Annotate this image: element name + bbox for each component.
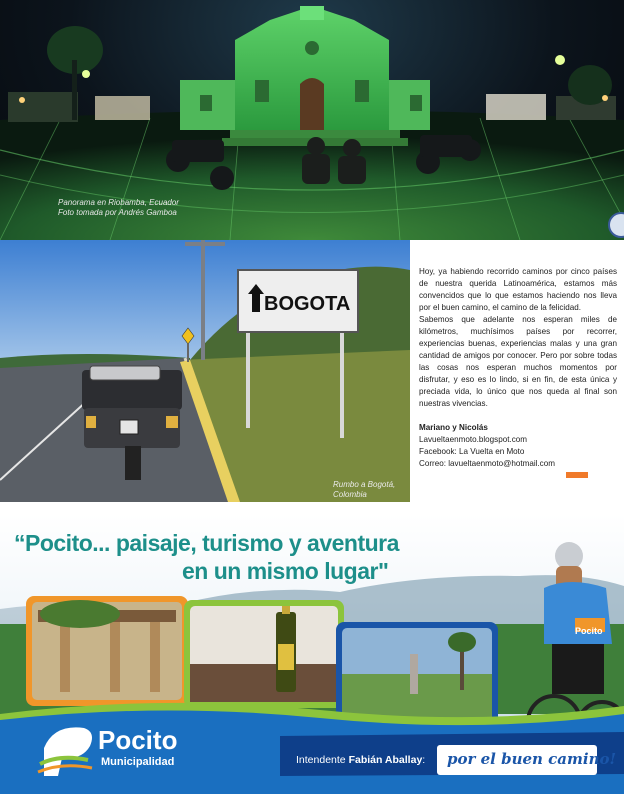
facebook-text: Facebook: La Vuelta en Moto bbox=[419, 447, 525, 456]
panorama-photo bbox=[0, 0, 624, 240]
ad-slogan-line1: “Pocito... paisaje, turismo y aventura bbox=[14, 530, 399, 556]
intendente-name: Fabián Aballay bbox=[348, 754, 423, 766]
road-photo bbox=[0, 240, 410, 502]
blog-link[interactable]: Lavueltaenmoto.blogspot.com bbox=[419, 435, 527, 444]
intendente-prefix: Intendente bbox=[296, 754, 346, 766]
pocito-logo-name: Pocito bbox=[98, 725, 178, 755]
article-paragraph-1: Hoy, ya habiendo recorrido caminos por cinco países de nuestra querida Latinoamérica, estamos más convencidos que lo que estamos haciendo nos lleva por el buen camino, el camino de la felicidad. bbox=[419, 267, 617, 312]
panorama-caption bbox=[58, 198, 179, 218]
ad-tagline: por el buen camino! bbox=[447, 750, 617, 768]
pocito-logo-subtitle: Municipalidad bbox=[101, 756, 175, 768]
panorama-caption-line2: Foto tomada por Andrés Gamboa bbox=[58, 208, 177, 217]
panorama-caption-line1: Panorama en Riobamba, Ecuador bbox=[58, 198, 179, 207]
ad-slogan-line2: en un mismo lugar" bbox=[182, 558, 389, 584]
article-paragraph-2: Sabemos que adelante nos esperan miles de kilómetros, muchísimos países por recorrer, experiencias buenas, experiencias malas y una gran cantidad de amigos por conocer. Pero por sobre todas las cosas nos esperan muchos momentos por disfrutar, y eso es lo lindo, si en fin, de esta única y preciada vida, lo único que nos queda al final son nuestras vivencias. bbox=[419, 315, 617, 408]
jersey-text: Pocito bbox=[575, 626, 603, 636]
intendente-line: Intendente Fabián Aballay: bbox=[296, 754, 426, 766]
orange-mark bbox=[566, 472, 588, 478]
article-signature: Mariano y Nicolás bbox=[419, 423, 488, 432]
article-text bbox=[419, 266, 617, 470]
pocito-advertisement bbox=[0, 514, 624, 794]
email-text: Correo: lavueltaenmoto@hotmail.com bbox=[419, 459, 555, 468]
road-caption: Rumbo a Bogotá, Colombia bbox=[333, 480, 396, 499]
bogota-sign-text: BOGOTA bbox=[264, 293, 351, 315]
